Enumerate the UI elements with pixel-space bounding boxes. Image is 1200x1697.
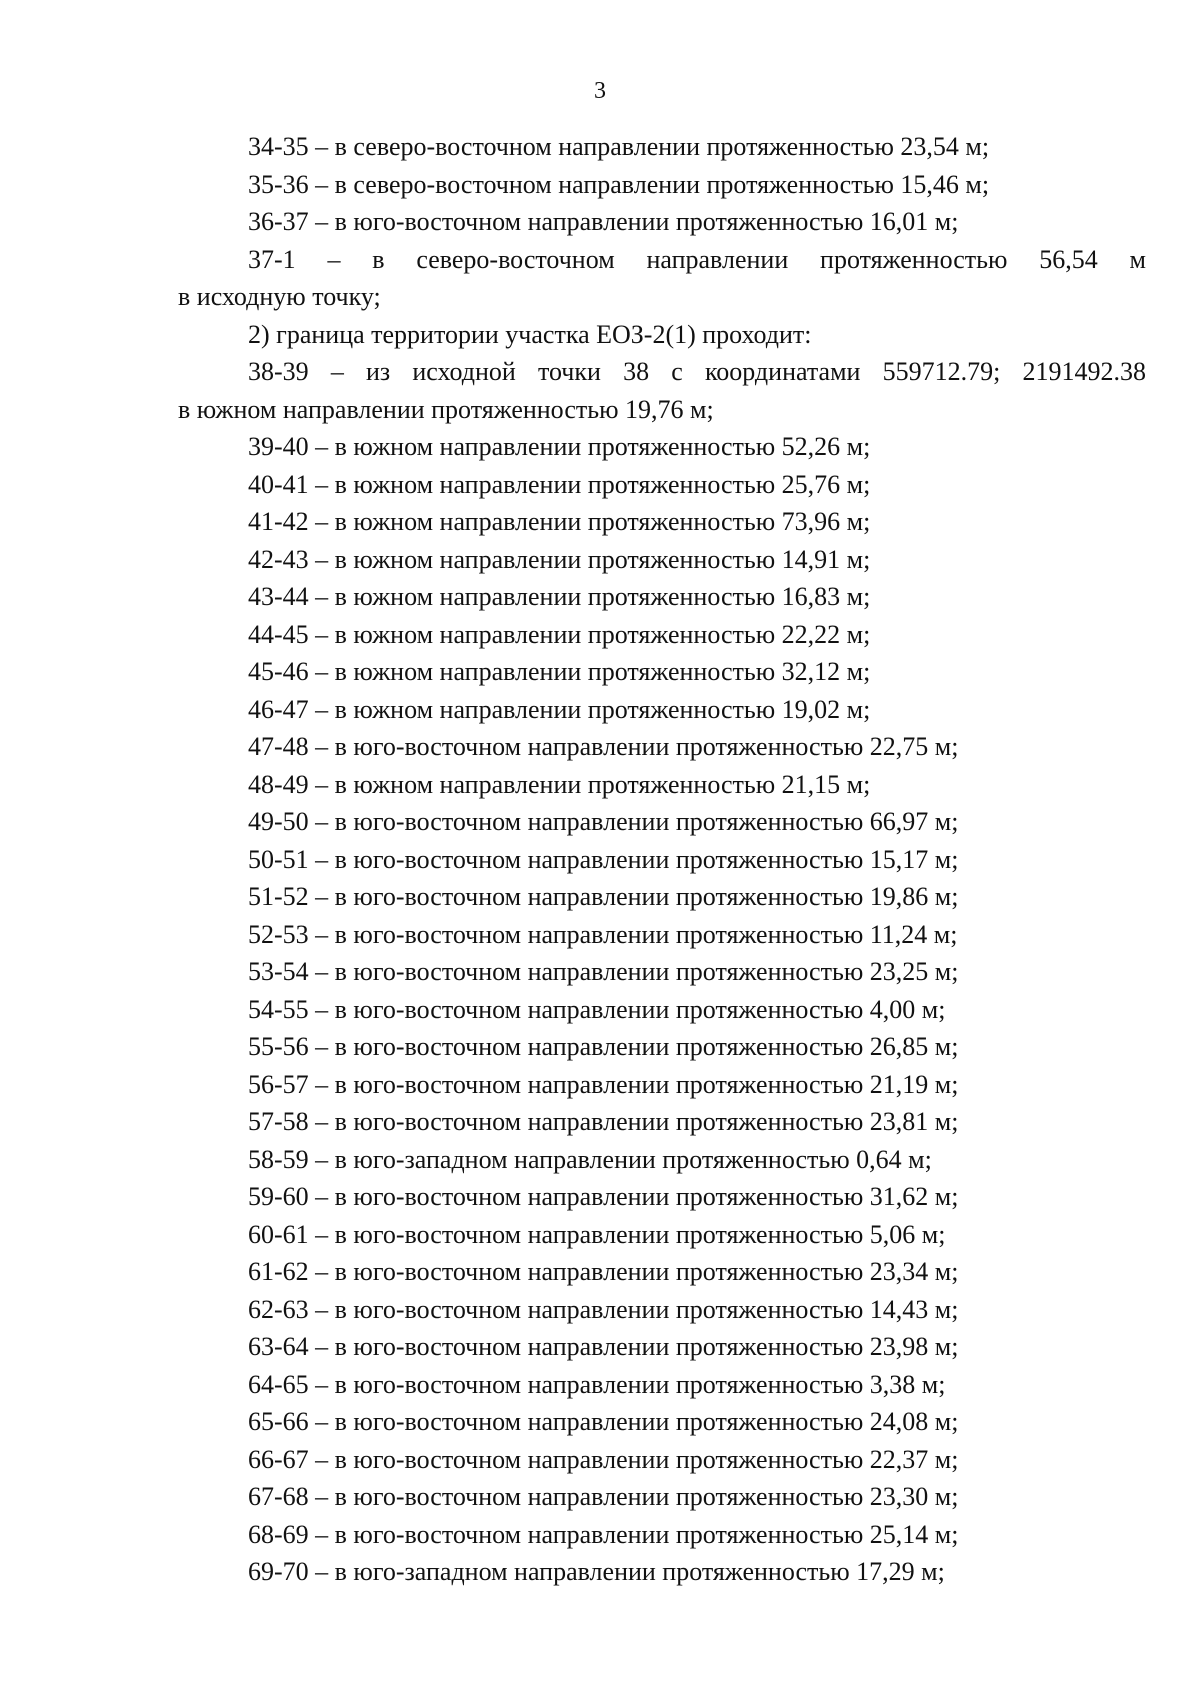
boundary-segment: 48-49 – в южном направлении протяженностью 21,15 м; [248, 769, 871, 799]
boundary-segment-continuation: в исходную точку; [178, 282, 381, 311]
boundary-segment: 34-35 – в северо-восточном направлении протяженностью 23,54 м; [248, 132, 990, 161]
boundary-segment: 50-51 – в юго-восточном направлении протяженностью 15,17 м; [248, 844, 959, 874]
section-heading: 2) граница территории участка ЕОЗ-2(1) проходит: [248, 319, 812, 349]
boundary-segment-continuation: в южном направлении протяженностью 19,76 м; [178, 394, 714, 424]
boundary-segment: 65-66 – в юго-восточном направлении протяженностью 24,08 м; [248, 1407, 959, 1436]
boundary-segment: 36-37 – в юго-восточном направлении протяженностью 16,01 м; [248, 207, 959, 236]
boundary-segment: 66-67 – в юго-восточном направлении протяженностью 22,37 м; [248, 1444, 959, 1474]
boundary-segment: 35-36 – в северо-восточном направлении протяженностью 15,46 м; [248, 169, 990, 199]
boundary-segment: 41-42 – в южном направлении протяженностью 73,96 м; [248, 507, 871, 536]
boundary-segment: 47-48 – в юго-восточном направлении протяженностью 22,75 м; [248, 732, 959, 761]
boundary-segment: 61-62 – в юго-восточном направлении протяженностью 23,34 м; [248, 1257, 959, 1286]
boundary-segment: 54-55 – в юго-восточном направлении протяженностью 4,00 м; [248, 994, 946, 1024]
boundary-segment: 39-40 – в южном направлении протяженностью 52,26 м; [248, 432, 871, 461]
page-number: 3 [594, 78, 606, 104]
boundary-segment: 58-59 – в юго-западном направлении протяженностью 0,64 м; [248, 1144, 932, 1174]
boundary-segment-justified: 37-1 – в северо-восточном направлении протяженностью 56,54 м [248, 244, 1146, 274]
boundary-segment: 46-47 – в южном направлении протяженностью 19,02 м; [248, 694, 871, 724]
boundary-segment-justified: 38-39 – из исходной точки 38 с координатами 559712.79; 2191492.38 [248, 357, 1146, 386]
boundary-segment: 69-70 – в юго-западном направлении протяженностью 17,29 м; [248, 1557, 945, 1586]
boundary-segment: 63-64 – в юго-восточном направлении протяженностью 23,98 м; [248, 1332, 959, 1361]
segment-list [178, 428, 1146, 1591]
boundary-segment: 59-60 – в юго-восточном направлении протяженностью 31,62 м; [248, 1182, 959, 1211]
boundary-segment: 62-63 – в юго-восточном направлении протяженностью 14,43 м; [248, 1294, 959, 1324]
boundary-segment: 57-58 – в юго-восточном направлении протяженностью 23,81 м; [248, 1107, 959, 1136]
boundary-segment: 42-43 – в южном направлении протяженностью 14,91 м; [248, 544, 871, 574]
boundary-segment: 68-69 – в юго-восточном направлении протяженностью 25,14 м; [248, 1519, 959, 1549]
boundary-segment: 44-45 – в южном направлении протяженностью 22,22 м; [248, 619, 871, 649]
boundary-segment: 40-41 – в южном направлении протяженностью 25,76 м; [248, 469, 871, 499]
boundary-segment: 56-57 – в юго-восточном направлении протяженностью 21,19 м; [248, 1069, 959, 1099]
boundary-segment: 45-46 – в южном направлении протяженностью 32,12 м; [248, 657, 871, 686]
boundary-segment: 60-61 – в юго-восточном направлении протяженностью 5,06 м; [248, 1219, 946, 1249]
boundary-segment: 49-50 – в юго-восточном направлении протяженностью 66,97 м; [248, 807, 959, 836]
boundary-segment: 55-56 – в юго-восточном направлении протяженностью 26,85 м; [248, 1032, 959, 1061]
boundary-segment: 67-68 – в юго-восточном направлении протяженностью 23,30 м; [248, 1482, 959, 1511]
boundary-segment: 51-52 – в юго-восточном направлении протяженностью 19,86 м; [248, 882, 959, 911]
boundary-segment: 52-53 – в юго-восточном направлении протяженностью 11,24 м; [248, 919, 958, 949]
boundary-segment: 64-65 – в юго-восточном направлении протяженностью 3,38 м; [248, 1369, 946, 1399]
boundary-segment: 53-54 – в юго-восточном направлении протяженностью 23,25 м; [248, 957, 959, 986]
page-body [178, 128, 1146, 1591]
boundary-segment: 43-44 – в южном направлении протяженностью 16,83 м; [248, 582, 871, 611]
